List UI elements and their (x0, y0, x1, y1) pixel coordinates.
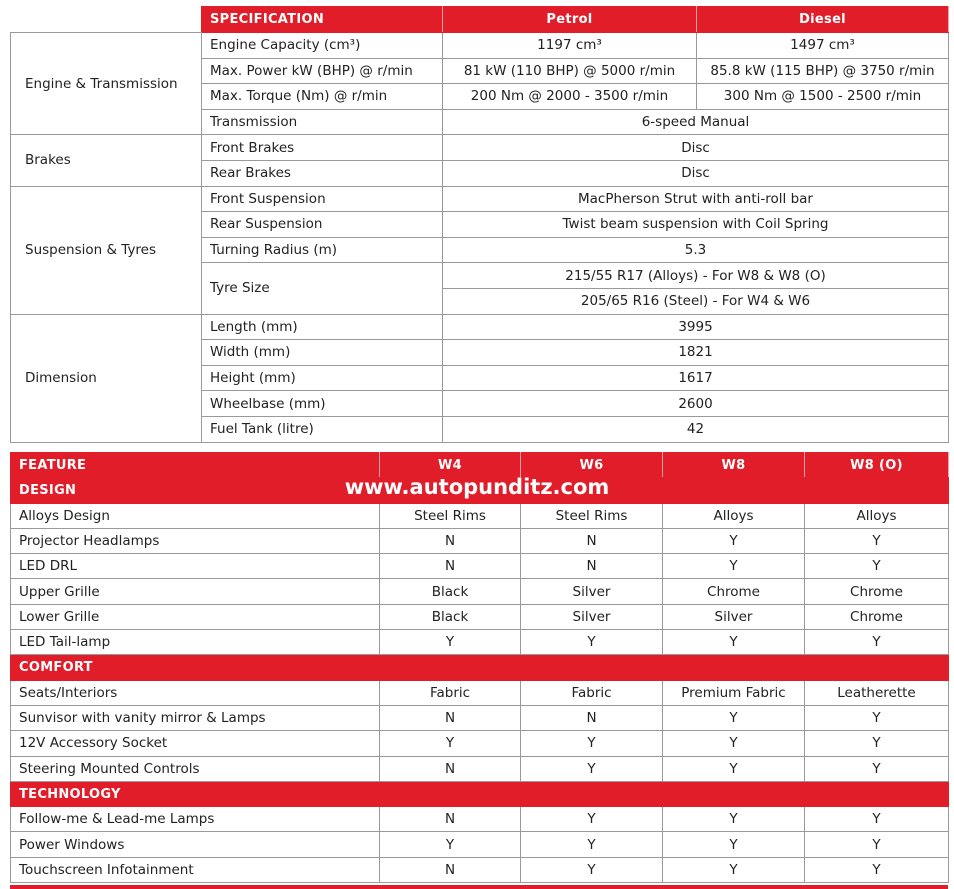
spec-row (11, 135, 949, 161)
spec-value: 1821 (443, 340, 949, 366)
spec-petrol-value: 81 kW (110 BHP) @ 5000 r/min (443, 58, 697, 84)
section-row-design (11, 478, 949, 503)
spec-row (11, 186, 949, 212)
spec-label: Wheelbase (mm) (202, 391, 443, 417)
spec-value: 5.3 (443, 237, 949, 263)
spec-diesel-value: 1497 cm³ (697, 33, 949, 59)
spec-row (11, 314, 949, 340)
feature-label: Lower Grille (11, 604, 380, 629)
feature-value: Y (663, 731, 805, 756)
spec-label: Height (mm) (202, 365, 443, 391)
spec-diesel-value: 85.8 kW (115 BHP) @ 3750 r/min (697, 58, 949, 84)
feature-header-feature: FEATURE (11, 453, 380, 478)
feature-value: N (380, 756, 521, 781)
feature-row (11, 503, 949, 528)
feature-value: N (380, 807, 521, 832)
feature-value: Y (521, 807, 663, 832)
feature-value: Black (380, 604, 521, 629)
section-row-technology (11, 781, 949, 806)
feature-value: Y (521, 756, 663, 781)
section-title: COMFORT (11, 655, 949, 680)
feature-label: Projector Headlamps (11, 528, 380, 553)
feature-row (11, 756, 949, 781)
feature-value: Y (805, 857, 949, 882)
feature-value: Y (663, 630, 805, 655)
feature-header-w8: W8 (663, 453, 805, 478)
feature-value: Black (380, 579, 521, 604)
spec-value: Disc (443, 135, 949, 161)
feature-value: Steel Rims (521, 503, 663, 528)
feature-value: Y (380, 731, 521, 756)
feature-label: Seats/Interiors (11, 680, 380, 705)
feature-value: Y (521, 832, 663, 857)
feature-label: Sunvisor with vanity mirror & Lamps (11, 705, 380, 730)
spec-label: Turning Radius (m) (202, 237, 443, 263)
spec-value: 1617 (443, 365, 949, 391)
feature-header-w4: W4 (380, 453, 521, 478)
feature-value: Steel Rims (380, 503, 521, 528)
feature-row (11, 630, 949, 655)
spec-header-row (11, 7, 949, 33)
feature-value: N (521, 528, 663, 553)
spec-header-diesel: Diesel (697, 7, 949, 33)
feature-label: Alloys Design (11, 503, 380, 528)
feature-label: LED DRL (11, 554, 380, 579)
section-title: TECHNOLOGY (11, 781, 949, 806)
feature-row (11, 705, 949, 730)
spec-group-suspension: Suspension & Tyres (11, 186, 202, 314)
spec-label: Max. Torque (Nm) @ r/min (202, 84, 443, 110)
spec-value: 2600 (443, 391, 949, 417)
feature-value: N (521, 554, 663, 579)
spec-label: Max. Power kW (BHP) @ r/min (202, 58, 443, 84)
section-row-comfort (11, 655, 949, 680)
feature-row (11, 528, 949, 553)
feature-value: N (380, 528, 521, 553)
specification-table (10, 6, 949, 443)
spec-label: Front Brakes (202, 135, 443, 161)
feature-header-w8o: W8 (O) (805, 453, 949, 478)
spec-group-brakes: Brakes (11, 135, 202, 186)
feature-value: Y (805, 832, 949, 857)
feature-value: Fabric (380, 680, 521, 705)
feature-value: Premium Fabric (663, 680, 805, 705)
feature-label: Upper Grille (11, 579, 380, 604)
feature-value: Y (805, 731, 949, 756)
feature-header-row (11, 453, 949, 478)
feature-value: Y (805, 554, 949, 579)
feature-header-w6: W6 (521, 453, 663, 478)
feature-value: Chrome (805, 604, 949, 629)
spec-label: Fuel Tank (litre) (202, 416, 443, 442)
spec-header-blank (11, 7, 202, 33)
feature-value: Y (805, 528, 949, 553)
spec-value: Twist beam suspension with Coil Spring (443, 212, 949, 238)
feature-value: Y (521, 857, 663, 882)
spec-label: Width (mm) (202, 340, 443, 366)
feature-value: Y (663, 705, 805, 730)
feature-value: Chrome (805, 579, 949, 604)
feature-row (11, 554, 949, 579)
feature-value: N (380, 705, 521, 730)
feature-row (11, 579, 949, 604)
feature-value: Y (663, 554, 805, 579)
spec-value: Disc (443, 160, 949, 186)
feature-label: 12V Accessory Socket (11, 731, 380, 756)
feature-value: Chrome (663, 579, 805, 604)
feature-value: Y (380, 630, 521, 655)
feature-value: Y (521, 630, 663, 655)
feature-value: Y (663, 857, 805, 882)
feature-label: LED Tail-lamp (11, 630, 380, 655)
feature-value: Y (663, 756, 805, 781)
feature-value: Y (380, 832, 521, 857)
feature-value: Y (805, 807, 949, 832)
feature-value: Silver (663, 604, 805, 629)
spec-group-dimension: Dimension (11, 314, 202, 442)
spec-value: 205/65 R16 (Steel) - For W4 & W6 (443, 288, 949, 314)
spec-group-engine: Engine & Transmission (11, 33, 202, 135)
feature-row (11, 604, 949, 629)
feature-value: Y (663, 832, 805, 857)
feature-value: N (380, 857, 521, 882)
spec-label: Tyre Size (202, 263, 443, 314)
spec-value: 215/55 R17 (Alloys) - For W8 & W8 (O) (443, 263, 949, 289)
spec-label: Length (mm) (202, 314, 443, 340)
bottom-accent-bar (10, 885, 948, 889)
feature-value: N (380, 554, 521, 579)
feature-value: Alloys (805, 503, 949, 528)
spec-label: Rear Brakes (202, 160, 443, 186)
spec-row (11, 33, 949, 59)
spec-header-petrol: Petrol (443, 7, 697, 33)
spec-petrol-value: 1197 cm³ (443, 33, 697, 59)
feature-value: Leatherette (805, 680, 949, 705)
spec-label: Front Suspension (202, 186, 443, 212)
spec-header-specification: SPECIFICATION (202, 7, 443, 33)
feature-value: Silver (521, 579, 663, 604)
feature-label: Follow-me & Lead-me Lamps (11, 807, 380, 832)
feature-label: Power Windows (11, 832, 380, 857)
feature-label: Steering Mounted Controls (11, 756, 380, 781)
feature-label: Touchscreen Infotainment (11, 857, 380, 882)
feature-row (11, 680, 949, 705)
feature-value: Alloys (663, 503, 805, 528)
section-title: DESIGN (11, 478, 949, 503)
spec-value: 3995 (443, 314, 949, 340)
spec-label: Engine Capacity (cm³) (202, 33, 443, 59)
feature-value: Silver (521, 604, 663, 629)
spec-diesel-value: 300 Nm @ 1500 - 2500 r/min (697, 84, 949, 110)
feature-value: Y (805, 630, 949, 655)
feature-row (11, 807, 949, 832)
spec-value: MacPherson Strut with anti-roll bar (443, 186, 949, 212)
feature-row (11, 832, 949, 857)
spec-label: Transmission (202, 109, 443, 135)
feature-value: Y (805, 705, 949, 730)
feature-value: N (521, 705, 663, 730)
feature-value: Y (805, 756, 949, 781)
feature-row (11, 731, 949, 756)
watermark-text: www.autopunditz.com (344, 475, 610, 499)
spec-label: Rear Suspension (202, 212, 443, 238)
feature-value: Fabric (521, 680, 663, 705)
feature-value: Y (663, 528, 805, 553)
spec-petrol-value: 200 Nm @ 2000 - 3500 r/min (443, 84, 697, 110)
spec-value: 6-speed Manual (443, 109, 949, 135)
feature-value: Y (521, 731, 663, 756)
feature-row (11, 857, 949, 882)
spec-value: 42 (443, 416, 949, 442)
feature-table (10, 452, 949, 883)
feature-value: Y (663, 807, 805, 832)
